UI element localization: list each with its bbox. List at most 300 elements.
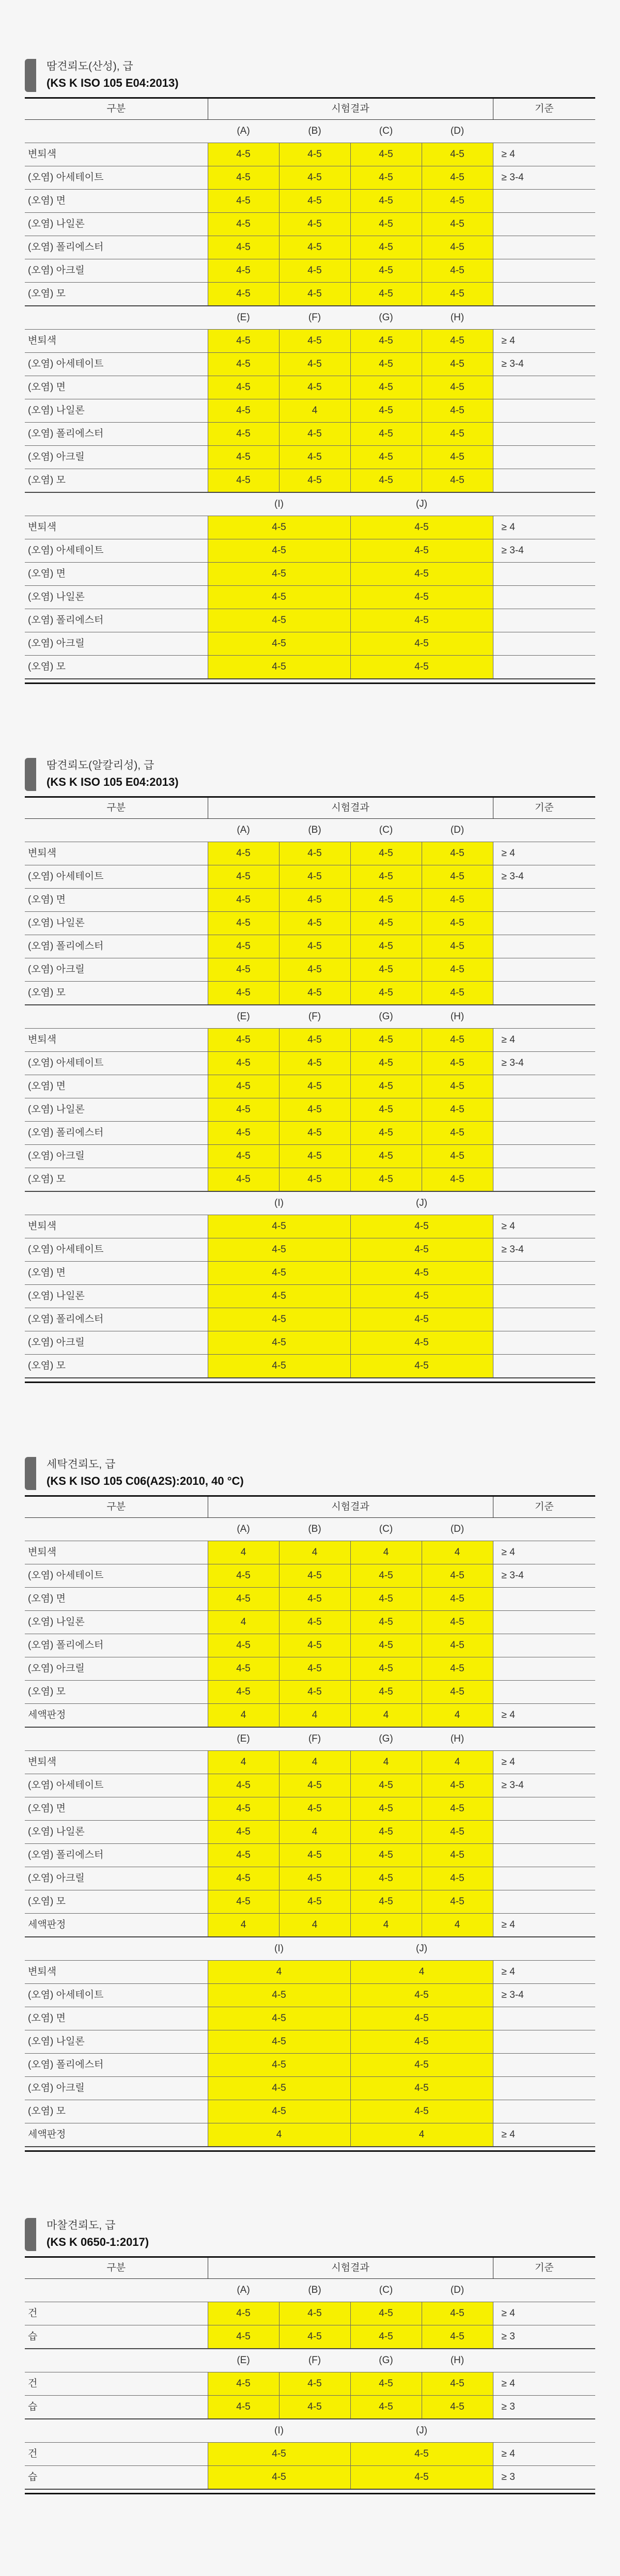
- sample-label-row: [25, 492, 595, 516]
- result-value: 4-5: [350, 1588, 422, 1611]
- table-row: [25, 586, 595, 609]
- result-value: 4-5: [279, 469, 350, 493]
- table-row: [25, 143, 595, 166]
- label-spacer: [493, 1005, 595, 1029]
- item-name: (오염) 면: [25, 563, 208, 586]
- sample-label: (J): [350, 492, 493, 516]
- section-marker: [25, 1457, 36, 1490]
- item-name: 변퇴색: [25, 1541, 208, 1564]
- table-row: [25, 2123, 595, 2147]
- item-name: (오염) 나일론: [25, 1611, 208, 1634]
- criteria-value: [493, 632, 595, 656]
- section-header: [25, 56, 595, 97]
- header-results: 시험결과: [208, 2257, 493, 2279]
- criteria-value: [493, 190, 595, 213]
- result-value: 4-5: [208, 889, 279, 912]
- table-row: [25, 166, 595, 190]
- item-name: (오염) 아세테이트: [25, 1564, 208, 1588]
- label-spacer: [25, 2279, 208, 2302]
- sample-label: (I): [208, 1937, 350, 1961]
- sample-label: (J): [350, 2419, 493, 2443]
- table-row: [25, 632, 595, 656]
- result-value: 4-5: [350, 563, 493, 586]
- criteria-value: [493, 2054, 595, 2077]
- result-value: 4-5: [350, 1634, 422, 1657]
- label-spacer: [493, 2349, 595, 2372]
- item-name: (오염) 면: [25, 190, 208, 213]
- result-value: 4-5: [350, 259, 422, 283]
- item-name: (오염) 아크릴: [25, 1331, 208, 1355]
- result-value: 4-5: [279, 1029, 350, 1052]
- result-value: 4-5: [208, 446, 279, 469]
- sample-group: [25, 1518, 595, 1728]
- table-row: [25, 399, 595, 423]
- result-value: 4-5: [422, 423, 493, 446]
- criteria-value: ≥ 4: [493, 143, 595, 166]
- result-value: 4-5: [208, 842, 279, 865]
- result-value: 4-5: [350, 1844, 422, 1867]
- table-row: [25, 563, 595, 586]
- result-value: 4-5: [350, 1145, 422, 1168]
- result-value: 4-5: [279, 982, 350, 1005]
- result-value: 4-5: [422, 1681, 493, 1704]
- criteria-value: [493, 469, 595, 493]
- item-name: 변퇴색: [25, 1215, 208, 1238]
- sample-label: (H): [422, 1727, 493, 1751]
- result-value: 4-5: [279, 889, 350, 912]
- header-results: 시험결과: [208, 98, 493, 120]
- table-row: [25, 1890, 595, 1914]
- item-name: (오염) 폴리에스터: [25, 423, 208, 446]
- result-value: 4-5: [422, 935, 493, 958]
- table-row: [25, 1145, 595, 1168]
- item-name: (오염) 폴리에스터: [25, 1634, 208, 1657]
- footer-rule-cell: [25, 2489, 595, 2494]
- sample-group: [25, 1005, 595, 1191]
- criteria-value: [493, 1145, 595, 1168]
- table-row: [25, 1821, 595, 1844]
- table-row: [25, 1774, 595, 1797]
- result-value: 4-5: [350, 912, 422, 935]
- result-value: 4-5: [208, 1355, 350, 1378]
- test-section: [25, 2215, 595, 2494]
- item-name: 세액판정: [25, 1914, 208, 1937]
- result-value: 4-5: [279, 958, 350, 982]
- item-name: (오염) 모: [25, 1681, 208, 1704]
- table-row: [25, 1867, 595, 1890]
- section-standard: (KS K ISO 105 C06(A2S):2010, 40 °C): [47, 1475, 244, 1487]
- result-value: 4-5: [350, 1029, 422, 1052]
- sample-label: (I): [208, 492, 350, 516]
- item-name: (오염) 아세테이트: [25, 1984, 208, 2007]
- item-name: 변퇴색: [25, 1961, 208, 1984]
- result-value: 4-5: [422, 1890, 493, 1914]
- result-value: 4-5: [350, 1262, 493, 1285]
- section-standard: (KS K ISO 105 E04:2013): [47, 76, 179, 89]
- result-value: 4: [350, 1751, 422, 1774]
- table-row: [25, 1215, 595, 1238]
- criteria-value: ≥ 3-4: [493, 865, 595, 889]
- result-value: 4-5: [422, 1098, 493, 1122]
- result-value: 4-5: [350, 1355, 493, 1378]
- item-name: (오염) 나일론: [25, 1285, 208, 1308]
- result-value: 4-5: [350, 2372, 422, 2396]
- result-value: 4-5: [350, 1821, 422, 1844]
- criteria-value: [493, 1797, 595, 1821]
- section-marker: [25, 2218, 36, 2251]
- table-row: [25, 1797, 595, 1821]
- result-value: 4-5: [422, 2302, 493, 2325]
- criteria-value: ≥ 4: [493, 842, 595, 865]
- header-category: 구분: [25, 98, 208, 120]
- sample-group: [25, 2349, 595, 2419]
- item-name: (오염) 모: [25, 1355, 208, 1378]
- section-title: 땀견뢰도(알칼리성), 급: [47, 759, 154, 771]
- criteria-value: [493, 2077, 595, 2100]
- result-value: 4-5: [350, 213, 422, 236]
- result-value: 4-5: [422, 166, 493, 190]
- sample-label-row: [25, 2349, 595, 2372]
- item-name: 변퇴색: [25, 330, 208, 353]
- label-spacer: [493, 2279, 595, 2302]
- criteria-value: [493, 1098, 595, 1122]
- result-value: 4-5: [279, 166, 350, 190]
- section-marker: [25, 59, 36, 92]
- result-value: 4-5: [279, 2325, 350, 2349]
- criteria-value: [493, 656, 595, 679]
- criteria-value: ≥ 4: [493, 330, 595, 353]
- sample-label-row: [25, 2279, 595, 2302]
- criteria-value: [493, 1262, 595, 1285]
- results-table: [25, 1495, 595, 2152]
- result-value: 4-5: [208, 213, 279, 236]
- item-name: (오염) 아크릴: [25, 259, 208, 283]
- result-value: 4-5: [422, 1844, 493, 1867]
- result-value: 4-5: [350, 2443, 493, 2466]
- criteria-value: ≥ 4: [493, 1751, 595, 1774]
- sample-label: (B): [279, 2279, 350, 2302]
- label-spacer: [25, 1727, 208, 1751]
- table-row: [25, 1029, 595, 1052]
- table-footer-rule: [25, 679, 595, 684]
- result-value: 4-5: [208, 2325, 279, 2349]
- item-name: (오염) 아크릴: [25, 2077, 208, 2100]
- table-row: [25, 1331, 595, 1355]
- result-value: 4-5: [279, 865, 350, 889]
- table-row: [25, 935, 595, 958]
- result-value: 4-5: [350, 1308, 493, 1331]
- result-value: 4-5: [350, 423, 422, 446]
- result-value: 4-5: [279, 423, 350, 446]
- sample-label: (H): [422, 2349, 493, 2372]
- criteria-value: ≥ 3-4: [493, 539, 595, 563]
- criteria-value: ≥ 3-4: [493, 1052, 595, 1075]
- criteria-value: ≥ 3-4: [493, 353, 595, 376]
- sample-label: (E): [208, 2349, 279, 2372]
- item-name: 습: [25, 2466, 208, 2490]
- sample-label: (G): [350, 306, 422, 330]
- item-name: (오염) 아크릴: [25, 632, 208, 656]
- result-value: 4-5: [350, 399, 422, 423]
- header-results: 시험결과: [208, 1496, 493, 1518]
- label-spacer: [493, 492, 595, 516]
- criteria-value: [493, 889, 595, 912]
- result-value: 4-5: [350, 865, 422, 889]
- result-value: 4-5: [208, 423, 279, 446]
- table-row: [25, 1075, 595, 1098]
- result-value: 4-5: [279, 1588, 350, 1611]
- table-row: [25, 539, 595, 563]
- result-value: 4-5: [350, 353, 422, 376]
- criteria-value: [493, 609, 595, 632]
- sample-label: (D): [422, 2279, 493, 2302]
- result-value: 4-5: [208, 1215, 350, 1238]
- result-value: 4-5: [350, 376, 422, 399]
- sample-label-row: [25, 2419, 595, 2443]
- criteria-value: [493, 1588, 595, 1611]
- item-name: (오염) 나일론: [25, 1098, 208, 1122]
- result-value: 4-5: [422, 1029, 493, 1052]
- table-row: [25, 1098, 595, 1122]
- header-category: 구분: [25, 797, 208, 819]
- result-value: 4-5: [208, 539, 350, 563]
- criteria-value: [493, 586, 595, 609]
- result-value: 4-5: [350, 516, 493, 539]
- result-value: 4: [208, 1541, 279, 1564]
- table-row: [25, 1262, 595, 1285]
- criteria-value: ≥ 4: [493, 1914, 595, 1937]
- result-value: 4-5: [422, 2372, 493, 2396]
- label-spacer: [25, 819, 208, 842]
- header-criteria: 기준: [493, 1496, 595, 1518]
- result-value: 4-5: [208, 2466, 350, 2490]
- table-row: [25, 423, 595, 446]
- table-row: [25, 2325, 595, 2349]
- header-category: 구분: [25, 1496, 208, 1518]
- result-value: 4-5: [350, 1238, 493, 1262]
- criteria-value: [493, 1890, 595, 1914]
- result-value: 4: [350, 1961, 493, 1984]
- header-criteria: 기준: [493, 2257, 595, 2279]
- sample-label: (E): [208, 1005, 279, 1029]
- result-value: 4-5: [422, 982, 493, 1005]
- table-row: [25, 1914, 595, 1937]
- label-spacer: [25, 2419, 208, 2443]
- criteria-value: [493, 376, 595, 399]
- result-value: 4-5: [208, 2443, 350, 2466]
- item-name: (오염) 면: [25, 1262, 208, 1285]
- item-name: (오염) 아세테이트: [25, 166, 208, 190]
- result-value: 4-5: [208, 283, 279, 306]
- section-title: 마찰견뢰도, 급: [47, 2220, 116, 2231]
- header-criteria: 기준: [493, 98, 595, 120]
- result-value: 4-5: [208, 1844, 279, 1867]
- item-name: (오염) 면: [25, 889, 208, 912]
- result-value: 4-5: [350, 1797, 422, 1821]
- sample-group: [25, 2419, 595, 2489]
- table-row: [25, 2100, 595, 2123]
- item-name: (오염) 나일론: [25, 912, 208, 935]
- result-value: 4: [422, 1704, 493, 1728]
- table-row: [25, 1657, 595, 1681]
- item-name: 세액판정: [25, 2123, 208, 2147]
- result-value: 4-5: [208, 166, 279, 190]
- footer-rule-cell: [25, 679, 595, 684]
- label-spacer: [493, 1518, 595, 1541]
- result-value: 4-5: [350, 982, 422, 1005]
- result-value: 4-5: [422, 399, 493, 423]
- result-value: 4: [350, 2123, 493, 2147]
- item-name: (오염) 모: [25, 1168, 208, 1192]
- result-value: 4: [208, 2123, 350, 2147]
- criteria-value: ≥ 4: [493, 1215, 595, 1238]
- criteria-value: [493, 1821, 595, 1844]
- result-value: 4-5: [279, 1681, 350, 1704]
- result-value: 4-5: [279, 190, 350, 213]
- item-name: (오염) 면: [25, 1588, 208, 1611]
- table-row: [25, 2372, 595, 2396]
- result-value: 4-5: [350, 958, 422, 982]
- result-value: 4-5: [350, 1984, 493, 2007]
- result-value: 4-5: [279, 1634, 350, 1657]
- table-row: [25, 2466, 595, 2490]
- item-name: (오염) 아세테이트: [25, 1774, 208, 1797]
- sample-label-row: [25, 120, 595, 143]
- result-value: 4-5: [279, 935, 350, 958]
- result-value: 4-5: [279, 1890, 350, 1914]
- criteria-value: ≥ 3: [493, 2396, 595, 2419]
- table-row: [25, 2030, 595, 2054]
- item-name: 변퇴색: [25, 143, 208, 166]
- result-value: 4-5: [422, 1564, 493, 1588]
- result-value: 4: [279, 1751, 350, 1774]
- item-name: (오염) 폴리에스터: [25, 1844, 208, 1867]
- table-row: [25, 469, 595, 493]
- result-value: 4-5: [208, 2007, 350, 2030]
- result-value: 4-5: [279, 1052, 350, 1075]
- item-name: 변퇴색: [25, 1029, 208, 1052]
- result-value: 4-5: [279, 842, 350, 865]
- footer-rule-cell: [25, 1378, 595, 1383]
- result-value: 4-5: [350, 2054, 493, 2077]
- item-name: (오염) 면: [25, 2007, 208, 2030]
- section-marker: [25, 758, 36, 791]
- result-value: 4-5: [208, 1075, 279, 1098]
- result-value: 4-5: [208, 1564, 279, 1588]
- item-name: (오염) 면: [25, 1075, 208, 1098]
- result-value: 4-5: [279, 912, 350, 935]
- table-row: [25, 1168, 595, 1192]
- result-value: 4-5: [279, 1774, 350, 1797]
- result-value: 4-5: [350, 2100, 493, 2123]
- result-value: 4-5: [208, 353, 279, 376]
- sample-label-row: [25, 1191, 595, 1215]
- table-row: [25, 1588, 595, 1611]
- result-value: 4: [208, 1961, 350, 1984]
- result-value: 4-5: [208, 1657, 279, 1681]
- result-value: 4: [208, 1751, 279, 1774]
- table-row: [25, 1961, 595, 1984]
- result-value: 4-5: [208, 982, 279, 1005]
- result-value: 4-5: [422, 1821, 493, 1844]
- sample-label: (A): [208, 2279, 279, 2302]
- result-value: 4-5: [422, 912, 493, 935]
- item-name: (오염) 아세테이트: [25, 353, 208, 376]
- sample-label: (A): [208, 120, 279, 143]
- item-name: (오염) 아크릴: [25, 446, 208, 469]
- result-value: 4-5: [208, 656, 350, 679]
- result-value: 4-5: [208, 1867, 279, 1890]
- table-row: [25, 2054, 595, 2077]
- table-header-row: [25, 98, 595, 120]
- label-spacer: [493, 2419, 595, 2443]
- criteria-value: ≥ 3-4: [493, 1564, 595, 1588]
- item-name: 건: [25, 2302, 208, 2325]
- sample-label: (F): [279, 1727, 350, 1751]
- result-value: 4-5: [350, 330, 422, 353]
- criteria-value: [493, 1122, 595, 1145]
- result-value: 4-5: [350, 1867, 422, 1890]
- table-row: [25, 190, 595, 213]
- result-value: 4-5: [279, 330, 350, 353]
- criteria-value: [493, 563, 595, 586]
- result-value: 4-5: [208, 563, 350, 586]
- item-name: (오염) 면: [25, 1797, 208, 1821]
- table-row: [25, 912, 595, 935]
- result-value: 4-5: [422, 143, 493, 166]
- item-name: (오염) 모: [25, 283, 208, 306]
- result-value: 4: [350, 1704, 422, 1728]
- table-row: [25, 982, 595, 1005]
- result-value: 4: [279, 399, 350, 423]
- result-value: 4-5: [279, 1075, 350, 1098]
- result-value: 4-5: [208, 912, 279, 935]
- result-value: 4-5: [208, 2030, 350, 2054]
- result-value: 4-5: [279, 283, 350, 306]
- item-name: (오염) 아세테이트: [25, 865, 208, 889]
- result-value: 4-5: [208, 1098, 279, 1122]
- result-value: 4-5: [422, 446, 493, 469]
- header-results: 시험결과: [208, 797, 493, 819]
- result-value: 4-5: [208, 1122, 279, 1145]
- result-value: 4-5: [208, 516, 350, 539]
- results-table: [25, 97, 595, 684]
- criteria-value: [493, 1611, 595, 1634]
- criteria-value: [493, 236, 595, 259]
- table-row: [25, 283, 595, 306]
- result-value: 4-5: [350, 1774, 422, 1797]
- sample-group: [25, 492, 595, 679]
- table-row: [25, 1751, 595, 1774]
- result-value: 4-5: [279, 1098, 350, 1122]
- label-spacer: [25, 1518, 208, 1541]
- result-value: 4-5: [208, 1029, 279, 1052]
- item-name: (오염) 아크릴: [25, 1145, 208, 1168]
- item-name: (오염) 모: [25, 469, 208, 493]
- sample-label: (F): [279, 1005, 350, 1029]
- sample-label: (G): [350, 1727, 422, 1751]
- result-value: 4-5: [208, 958, 279, 982]
- header-criteria: 기준: [493, 797, 595, 819]
- table-row: [25, 2077, 595, 2100]
- result-value: 4: [350, 1541, 422, 1564]
- item-name: (오염) 폴리에스터: [25, 609, 208, 632]
- table-row: [25, 889, 595, 912]
- table-row: [25, 213, 595, 236]
- sample-label: (A): [208, 819, 279, 842]
- result-value: 4-5: [208, 632, 350, 656]
- item-name: (오염) 아세테이트: [25, 1052, 208, 1075]
